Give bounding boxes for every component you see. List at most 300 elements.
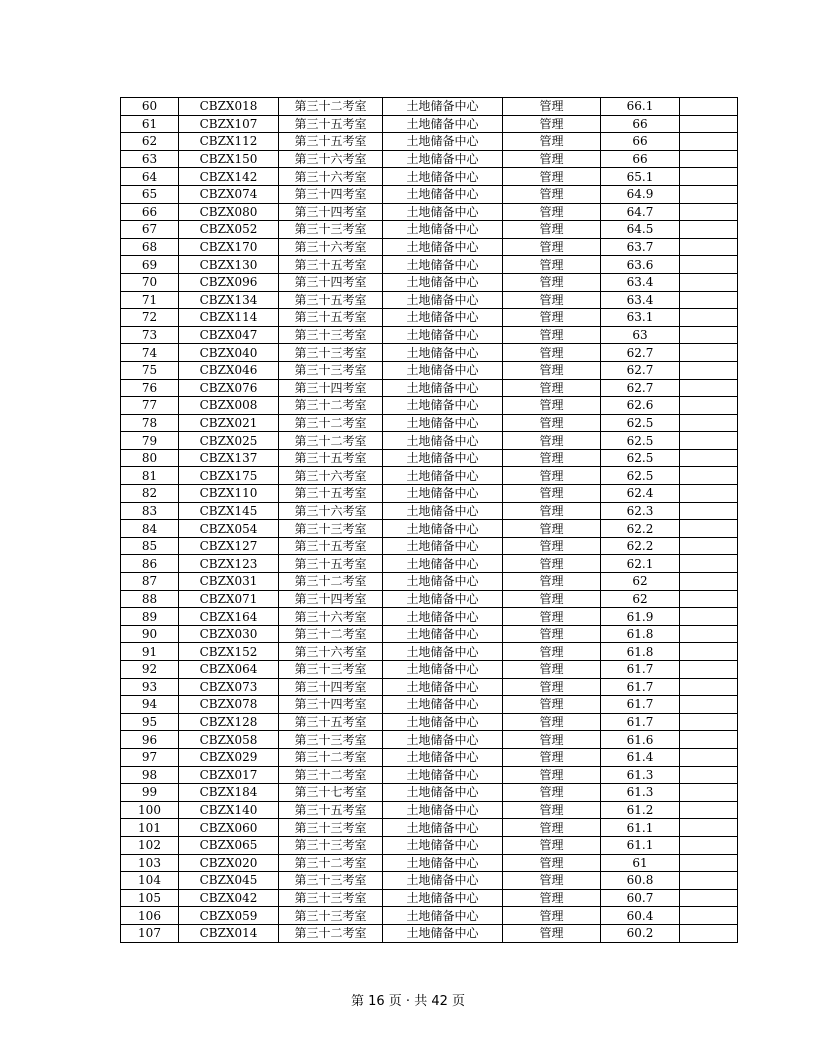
table-row	[121, 907, 738, 925]
position-cell: 管理	[503, 555, 601, 573]
score-cell: 61.7	[601, 696, 680, 714]
remark-cell	[680, 590, 738, 608]
rank-cell: 90	[121, 625, 179, 643]
exam-room-cell: 第三十二考室	[279, 748, 383, 766]
exam-room-cell: 第三十五考室	[279, 449, 383, 467]
remark-cell	[680, 168, 738, 186]
table-row	[121, 344, 738, 362]
exam-id-cell: CBZX112	[179, 133, 279, 151]
table-row	[121, 168, 738, 186]
table-row	[121, 661, 738, 679]
table-row	[121, 467, 738, 485]
score-cell: 66.1	[601, 98, 680, 116]
exam-id-cell: CBZX054	[179, 520, 279, 538]
position-cell: 管理	[503, 449, 601, 467]
rank-cell: 76	[121, 379, 179, 397]
rank-cell: 61	[121, 115, 179, 133]
rank-cell: 84	[121, 520, 179, 538]
remark-cell	[680, 748, 738, 766]
rank-cell: 82	[121, 485, 179, 503]
remark-cell	[680, 854, 738, 872]
position-cell: 管理	[503, 801, 601, 819]
score-cell: 62.7	[601, 379, 680, 397]
score-cell: 63.6	[601, 256, 680, 274]
unit-cell: 土地储备中心	[383, 766, 503, 784]
position-cell: 管理	[503, 361, 601, 379]
remark-cell	[680, 520, 738, 538]
score-cell: 63.4	[601, 291, 680, 309]
exam-id-cell: CBZX140	[179, 801, 279, 819]
rank-cell: 83	[121, 502, 179, 520]
exam-id-cell: CBZX152	[179, 643, 279, 661]
unit-cell: 土地储备中心	[383, 625, 503, 643]
exam-room-cell: 第三十六考室	[279, 608, 383, 626]
exam-id-cell: CBZX021	[179, 414, 279, 432]
position-cell: 管理	[503, 273, 601, 291]
remark-cell	[680, 432, 738, 450]
remark-cell	[680, 344, 738, 362]
rank-cell: 70	[121, 273, 179, 291]
score-cell: 62.2	[601, 520, 680, 538]
remark-cell	[680, 379, 738, 397]
table-row	[121, 520, 738, 538]
position-cell: 管理	[503, 573, 601, 591]
table-row	[121, 485, 738, 503]
position-cell: 管理	[503, 836, 601, 854]
exam-room-cell: 第三十三考室	[279, 872, 383, 890]
unit-cell: 土地储备中心	[383, 203, 503, 221]
exam-room-cell: 第三十六考室	[279, 168, 383, 186]
table-row	[121, 221, 738, 239]
score-cell: 61.1	[601, 836, 680, 854]
table-row	[121, 273, 738, 291]
exam-room-cell: 第三十三考室	[279, 661, 383, 679]
table-row	[121, 185, 738, 203]
rank-cell: 98	[121, 766, 179, 784]
unit-cell: 土地储备中心	[383, 907, 503, 925]
score-cell: 62	[601, 590, 680, 608]
unit-cell: 土地储备中心	[383, 291, 503, 309]
exam-room-cell: 第三十六考室	[279, 643, 383, 661]
unit-cell: 土地储备中心	[383, 555, 503, 573]
rank-cell: 65	[121, 185, 179, 203]
rank-cell: 80	[121, 449, 179, 467]
remark-cell	[680, 256, 738, 274]
exam-room-cell: 第三十五考室	[279, 133, 383, 151]
position-cell: 管理	[503, 133, 601, 151]
rank-cell: 85	[121, 537, 179, 555]
exam-id-cell: CBZX142	[179, 168, 279, 186]
position-cell: 管理	[503, 203, 601, 221]
table-row	[121, 625, 738, 643]
position-cell: 管理	[503, 397, 601, 415]
exam-room-cell: 第三十五考室	[279, 485, 383, 503]
exam-room-cell: 第三十四考室	[279, 678, 383, 696]
table-row	[121, 150, 738, 168]
exam-id-cell: CBZX175	[179, 467, 279, 485]
score-cell: 65.1	[601, 168, 680, 186]
position-cell: 管理	[503, 819, 601, 837]
exam-id-cell: CBZX014	[179, 924, 279, 942]
remark-cell	[680, 238, 738, 256]
remark-cell	[680, 467, 738, 485]
exam-room-cell: 第三十三考室	[279, 731, 383, 749]
exam-id-cell: CBZX107	[179, 115, 279, 133]
score-cell: 62.5	[601, 449, 680, 467]
rank-cell: 60	[121, 98, 179, 116]
exam-room-cell: 第三十二考室	[279, 854, 383, 872]
position-cell: 管理	[503, 678, 601, 696]
unit-cell: 土地储备中心	[383, 273, 503, 291]
rank-cell: 75	[121, 361, 179, 379]
score-table	[120, 97, 738, 943]
score-cell: 62.7	[601, 344, 680, 362]
table-row	[121, 414, 738, 432]
score-cell: 61	[601, 854, 680, 872]
rank-cell: 91	[121, 643, 179, 661]
remark-cell	[680, 309, 738, 327]
remark-cell	[680, 907, 738, 925]
rank-cell: 64	[121, 168, 179, 186]
table-row	[121, 555, 738, 573]
remark-cell	[680, 661, 738, 679]
exam-room-cell: 第三十四考室	[279, 590, 383, 608]
rank-cell: 68	[121, 238, 179, 256]
unit-cell: 土地储备中心	[383, 819, 503, 837]
unit-cell: 土地储备中心	[383, 696, 503, 714]
rank-cell: 71	[121, 291, 179, 309]
unit-cell: 土地储备中心	[383, 238, 503, 256]
position-cell: 管理	[503, 661, 601, 679]
exam-id-cell: CBZX096	[179, 273, 279, 291]
position-cell: 管理	[503, 872, 601, 890]
unit-cell: 土地储备中心	[383, 150, 503, 168]
table-row	[121, 133, 738, 151]
exam-room-cell: 第三十四考室	[279, 203, 383, 221]
score-cell: 64.7	[601, 203, 680, 221]
score-cell: 62.6	[601, 397, 680, 415]
unit-cell: 土地储备中心	[383, 326, 503, 344]
table-row	[121, 748, 738, 766]
exam-room-cell: 第三十三考室	[279, 326, 383, 344]
unit-cell: 土地储备中心	[383, 432, 503, 450]
remark-cell	[680, 537, 738, 555]
unit-cell: 土地储备中心	[383, 449, 503, 467]
unit-cell: 土地储备中心	[383, 573, 503, 591]
position-cell: 管理	[503, 326, 601, 344]
remark-cell	[680, 643, 738, 661]
score-cell: 61.9	[601, 608, 680, 626]
table-row	[121, 696, 738, 714]
exam-id-cell: CBZX025	[179, 432, 279, 450]
rank-cell: 86	[121, 555, 179, 573]
exam-room-cell: 第三十二考室	[279, 573, 383, 591]
score-cell: 66	[601, 150, 680, 168]
remark-cell	[680, 449, 738, 467]
remark-cell	[680, 819, 738, 837]
score-cell: 63.1	[601, 309, 680, 327]
position-cell: 管理	[503, 625, 601, 643]
table-row	[121, 449, 738, 467]
unit-cell: 土地储备中心	[383, 608, 503, 626]
unit-cell: 土地储备中心	[383, 221, 503, 239]
position-cell: 管理	[503, 713, 601, 731]
exam-room-cell: 第三十二考室	[279, 432, 383, 450]
exam-id-cell: CBZX130	[179, 256, 279, 274]
score-cell: 62.4	[601, 485, 680, 503]
rank-cell: 69	[121, 256, 179, 274]
score-cell: 61.8	[601, 625, 680, 643]
rank-cell: 93	[121, 678, 179, 696]
unit-cell: 土地储备中心	[383, 784, 503, 802]
rank-cell: 99	[121, 784, 179, 802]
table-row	[121, 573, 738, 591]
exam-id-cell: CBZX058	[179, 731, 279, 749]
position-cell: 管理	[503, 309, 601, 327]
exam-room-cell: 第三十六考室	[279, 502, 383, 520]
unit-cell: 土地储备中心	[383, 397, 503, 415]
exam-id-cell: CBZX074	[179, 185, 279, 203]
score-cell: 61.8	[601, 643, 680, 661]
remark-cell	[680, 98, 738, 116]
table-row	[121, 115, 738, 133]
rank-cell: 66	[121, 203, 179, 221]
remark-cell	[680, 133, 738, 151]
table-row	[121, 766, 738, 784]
score-cell: 60.2	[601, 924, 680, 942]
exam-id-cell: CBZX047	[179, 326, 279, 344]
score-cell: 62.2	[601, 537, 680, 555]
exam-room-cell: 第三十五考室	[279, 309, 383, 327]
unit-cell: 土地储备中心	[383, 889, 503, 907]
remark-cell	[680, 414, 738, 432]
table-row	[121, 432, 738, 450]
exam-id-cell: CBZX073	[179, 678, 279, 696]
exam-room-cell: 第三十三考室	[279, 889, 383, 907]
position-cell: 管理	[503, 784, 601, 802]
exam-id-cell: CBZX170	[179, 238, 279, 256]
table-row	[121, 502, 738, 520]
exam-id-cell: CBZX076	[179, 379, 279, 397]
exam-id-cell: CBZX110	[179, 485, 279, 503]
table-row	[121, 801, 738, 819]
remark-cell	[680, 361, 738, 379]
rank-cell: 74	[121, 344, 179, 362]
unit-cell: 土地储备中心	[383, 168, 503, 186]
exam-room-cell: 第三十七考室	[279, 784, 383, 802]
exam-room-cell: 第三十四考室	[279, 696, 383, 714]
table-row	[121, 608, 738, 626]
rank-cell: 79	[121, 432, 179, 450]
score-cell: 63	[601, 326, 680, 344]
table-row	[121, 98, 738, 116]
remark-cell	[680, 784, 738, 802]
position-cell: 管理	[503, 485, 601, 503]
table-row	[121, 784, 738, 802]
score-cell: 62.1	[601, 555, 680, 573]
position-cell: 管理	[503, 256, 601, 274]
rank-cell: 77	[121, 397, 179, 415]
remark-cell	[680, 713, 738, 731]
score-cell: 61.4	[601, 748, 680, 766]
remark-cell	[680, 696, 738, 714]
exam-id-cell: CBZX059	[179, 907, 279, 925]
table-row	[121, 309, 738, 327]
rank-cell: 100	[121, 801, 179, 819]
table-row	[121, 643, 738, 661]
exam-id-cell: CBZX150	[179, 150, 279, 168]
unit-cell: 土地储备中心	[383, 344, 503, 362]
unit-cell: 土地储备中心	[383, 854, 503, 872]
unit-cell: 土地储备中心	[383, 414, 503, 432]
table-row	[121, 397, 738, 415]
exam-id-cell: CBZX134	[179, 291, 279, 309]
rank-cell: 105	[121, 889, 179, 907]
exam-room-cell: 第三十二考室	[279, 766, 383, 784]
remark-cell	[680, 203, 738, 221]
page-footer: 第 16 页 · 共 42 页	[350, 994, 465, 1009]
position-cell: 管理	[503, 185, 601, 203]
unit-cell: 土地储备中心	[383, 185, 503, 203]
unit-cell: 土地储备中心	[383, 309, 503, 327]
position-cell: 管理	[503, 168, 601, 186]
table-row	[121, 590, 738, 608]
position-cell: 管理	[503, 432, 601, 450]
remark-cell	[680, 221, 738, 239]
position-cell: 管理	[503, 731, 601, 749]
position-cell: 管理	[503, 98, 601, 116]
rank-cell: 72	[121, 309, 179, 327]
exam-id-cell: CBZX045	[179, 872, 279, 890]
remark-cell	[680, 273, 738, 291]
unit-cell: 土地储备中心	[383, 872, 503, 890]
exam-id-cell: CBZX040	[179, 344, 279, 362]
position-cell: 管理	[503, 520, 601, 538]
table-row	[121, 379, 738, 397]
table-row	[121, 326, 738, 344]
exam-room-cell: 第三十五考室	[279, 256, 383, 274]
remark-cell	[680, 502, 738, 520]
position-cell: 管理	[503, 854, 601, 872]
rank-cell: 89	[121, 608, 179, 626]
score-cell: 62.5	[601, 432, 680, 450]
score-cell: 66	[601, 115, 680, 133]
score-cell: 66	[601, 133, 680, 151]
exam-id-cell: CBZX078	[179, 696, 279, 714]
score-cell: 64.5	[601, 221, 680, 239]
exam-room-cell: 第三十五考室	[279, 115, 383, 133]
table-row	[121, 238, 738, 256]
exam-id-cell: CBZX030	[179, 625, 279, 643]
unit-cell: 土地储备中心	[383, 467, 503, 485]
exam-id-cell: CBZX114	[179, 309, 279, 327]
exam-room-cell: 第三十二考室	[279, 98, 383, 116]
unit-cell: 土地储备中心	[383, 748, 503, 766]
exam-room-cell: 第三十三考室	[279, 520, 383, 538]
remark-cell	[680, 678, 738, 696]
remark-cell	[680, 731, 738, 749]
exam-id-cell: CBZX184	[179, 784, 279, 802]
position-cell: 管理	[503, 748, 601, 766]
score-cell: 62.3	[601, 502, 680, 520]
exam-room-cell: 第三十三考室	[279, 344, 383, 362]
score-cell: 61.3	[601, 766, 680, 784]
unit-cell: 土地储备中心	[383, 133, 503, 151]
exam-room-cell: 第三十四考室	[279, 379, 383, 397]
unit-cell: 土地储备中心	[383, 713, 503, 731]
remark-cell	[680, 397, 738, 415]
exam-id-cell: CBZX071	[179, 590, 279, 608]
exam-id-cell: CBZX052	[179, 221, 279, 239]
table-row	[121, 678, 738, 696]
table-row	[121, 256, 738, 274]
unit-cell: 土地储备中心	[383, 98, 503, 116]
table-row	[121, 203, 738, 221]
remark-cell	[680, 801, 738, 819]
exam-room-cell: 第三十三考室	[279, 361, 383, 379]
remark-cell	[680, 872, 738, 890]
position-cell: 管理	[503, 221, 601, 239]
exam-room-cell: 第三十四考室	[279, 273, 383, 291]
remark-cell	[680, 573, 738, 591]
table-row	[121, 537, 738, 555]
remark-cell	[680, 485, 738, 503]
score-cell: 62.5	[601, 467, 680, 485]
rank-cell: 97	[121, 748, 179, 766]
score-cell: 62	[601, 573, 680, 591]
exam-id-cell: CBZX018	[179, 98, 279, 116]
exam-id-cell: CBZX008	[179, 397, 279, 415]
position-cell: 管理	[503, 414, 601, 432]
score-cell: 63.7	[601, 238, 680, 256]
table-row	[121, 731, 738, 749]
exam-id-cell: CBZX164	[179, 608, 279, 626]
rank-cell: 87	[121, 573, 179, 591]
table-row	[121, 836, 738, 854]
exam-id-cell: CBZX064	[179, 661, 279, 679]
table-row	[121, 291, 738, 309]
exam-id-cell: CBZX020	[179, 854, 279, 872]
exam-room-cell: 第三十三考室	[279, 819, 383, 837]
rank-cell: 95	[121, 713, 179, 731]
unit-cell: 土地储备中心	[383, 731, 503, 749]
rank-cell: 63	[121, 150, 179, 168]
position-cell: 管理	[503, 291, 601, 309]
position-cell: 管理	[503, 590, 601, 608]
remark-cell	[680, 291, 738, 309]
position-cell: 管理	[503, 608, 601, 626]
score-cell: 60.8	[601, 872, 680, 890]
remark-cell	[680, 924, 738, 942]
unit-cell: 土地储备中心	[383, 643, 503, 661]
unit-cell: 土地储备中心	[383, 379, 503, 397]
unit-cell: 土地储备中心	[383, 678, 503, 696]
rank-cell: 104	[121, 872, 179, 890]
remark-cell	[680, 555, 738, 573]
exam-room-cell: 第三十二考室	[279, 414, 383, 432]
unit-cell: 土地储备中心	[383, 256, 503, 274]
score-cell: 61.1	[601, 819, 680, 837]
position-cell: 管理	[503, 696, 601, 714]
unit-cell: 土地储备中心	[383, 661, 503, 679]
exam-id-cell: CBZX123	[179, 555, 279, 573]
exam-id-cell: CBZX060	[179, 819, 279, 837]
score-cell: 63.4	[601, 273, 680, 291]
position-cell: 管理	[503, 766, 601, 784]
rank-cell: 78	[121, 414, 179, 432]
position-cell: 管理	[503, 344, 601, 362]
position-cell: 管理	[503, 115, 601, 133]
